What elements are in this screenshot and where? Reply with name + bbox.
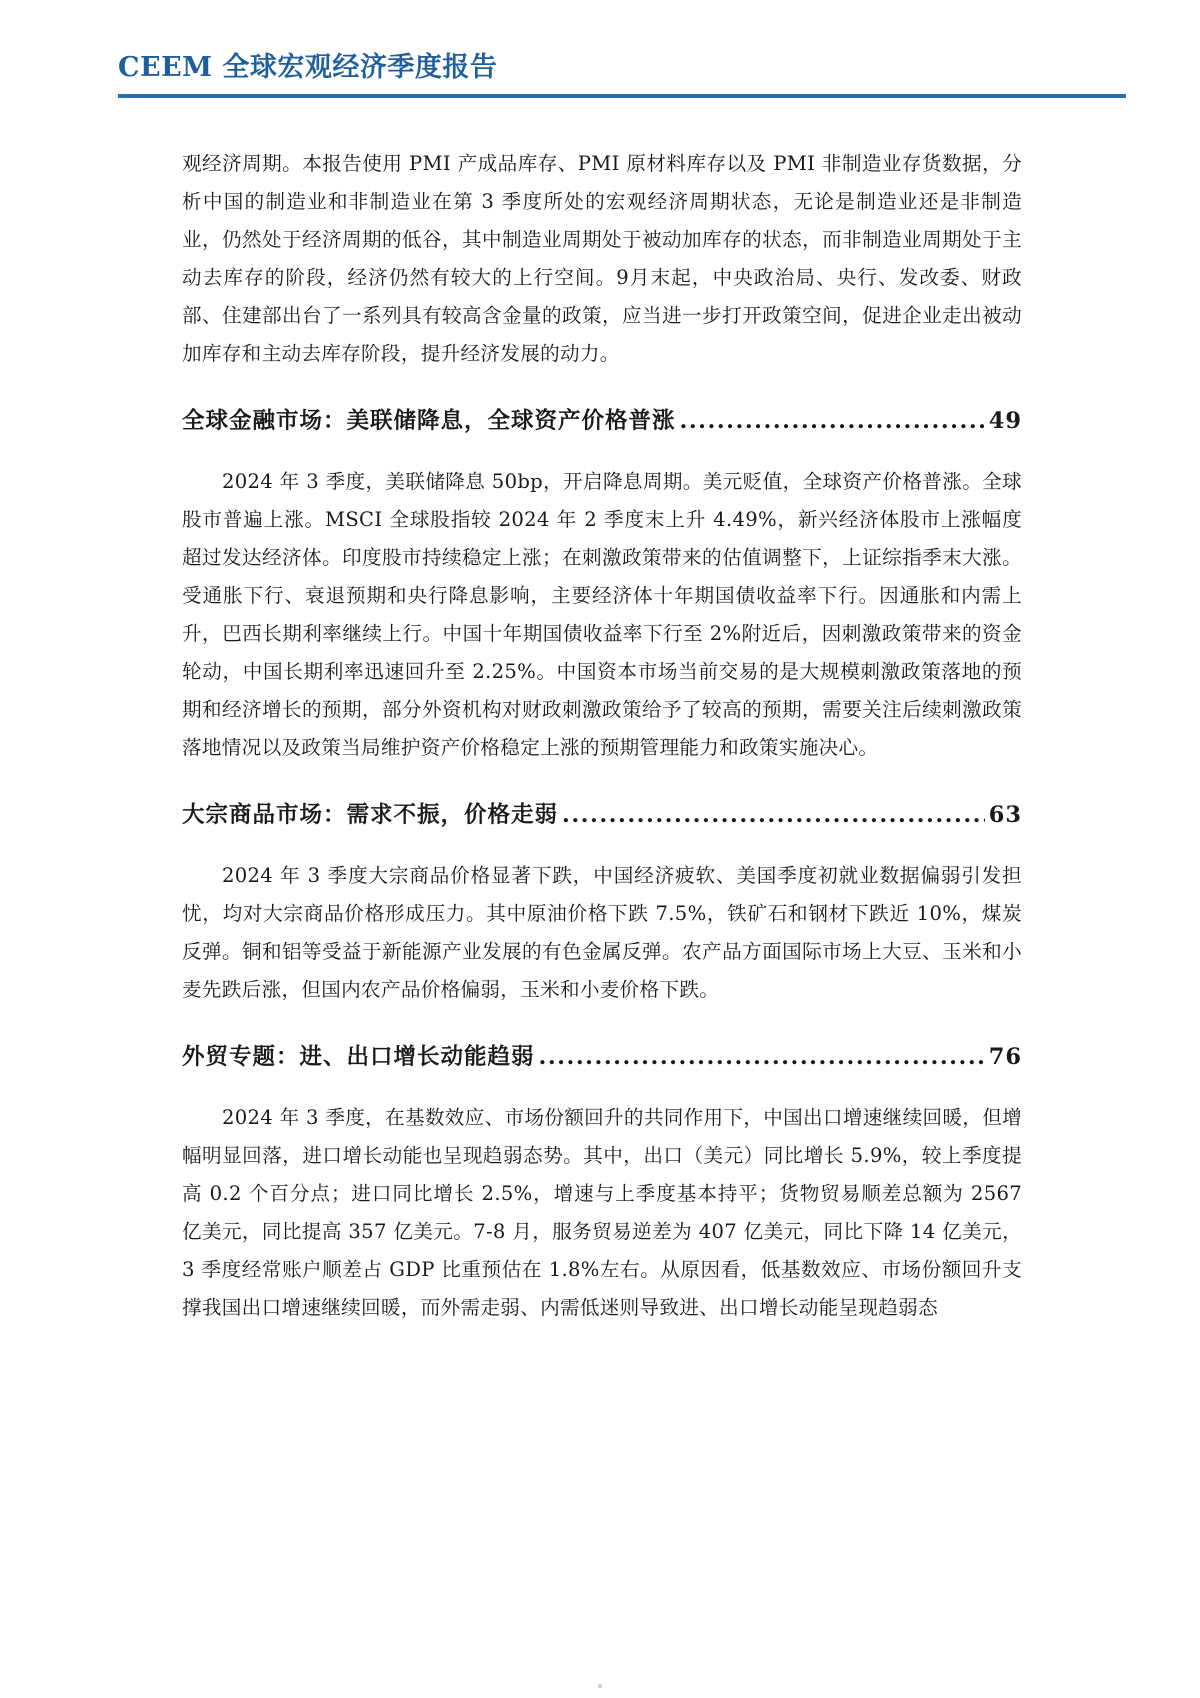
section-paragraph: 2024 年 3 季度，美联储降息 50bp，开启降息周期。美元贬值，全球资产价格普涨。全球股市普遍上涨。MSCI 全球股指较 2024 年 2 季度末上升 4.49%，新兴经济体股市上涨幅度超过发达经济体。印度股市持续稳定上涨；在刺激政策带来的估值调整下，上证综指季末大涨。受通胀下行、衰退预期和央行降息影响，主要经济体十年期国债收益率下行。因通胀和内需上升，巴西长期利率继续上行。中国十年期国债收益率下行至 2%附近后，因刺激政策带来的资金轮动，中国长期利率迅速回升至 2.25%。中国资本市场当前交易的是大规模刺激政策落地的预期和经济增长的预期，部分外资机构对财政刺激政策给予了较高的预期，需要关注后续刺激政策落地情况以及政策当局维护资产价格稳定上涨的预期管理能力和政策实施决心。	[182, 470, 1022, 759]
leader-dots	[539, 1037, 985, 1077]
section-title: 大宗商品市场：需求不振，价格走弱	[182, 802, 559, 828]
report-title: CEEM 全球宏观经济季度报告	[118, 52, 498, 83]
page-number: 76	[988, 1044, 1022, 1070]
toc-entry-foreign-trade[interactable]	[182, 1037, 1022, 1077]
header-divider	[118, 94, 1126, 98]
report-header	[118, 48, 1126, 98]
leader-dots	[680, 401, 985, 441]
section-title: 外贸专题：进、出口增长动能趋弱	[182, 1044, 535, 1070]
toc-entry-commodity-markets[interactable]	[182, 795, 1022, 835]
leader-dots	[562, 795, 985, 835]
page-indicator-dot	[598, 1684, 602, 1688]
intro-paragraph: 观经济周期。本报告使用 PMI 产成品库存、PMI 原材料库存以及 PMI 非制造业存货数据，分析中国的制造业和非制造业在第 3 季度所处的宏观经济周期状态，无论是制造业还是非制造业，仍然处于经济周期的低谷，其中制造业周期处于被动加库存的状态，而非制造业周期处于主动去库存的阶段，经济仍然有较大的上行空间。9月末起，中央政治局、央行、发改委、财政部、住建部出台了一系列具有较高含金量的政策，应当进一步打开政策空间，促进企业走出被动加库存和主动去库存阶段，提升经济发展的动力。	[182, 152, 1022, 365]
page-number: 49	[988, 408, 1022, 434]
page-content	[182, 145, 1022, 1327]
section-title: 全球金融市场：美联储降息，全球资产价格普涨	[182, 408, 676, 434]
page-number: 63	[988, 802, 1022, 828]
section-paragraph: 2024 年 3 季度，在基数效应、市场份额回升的共同作用下，中国出口增速继续回暖，但增幅明显回落，进口增长动能也呈现趋弱态势。其中，出口（美元）同比增长 5.9%，较上季度提高 0.2 个百分点；进口同比增长 2.5%，增速与上季度基本持平；货物贸易顺差总额为 2567 亿美元，同比提高 357 亿美元。7-8 月，服务贸易逆差为 407 亿美元，同比下降 14 亿美元，3 季度经常账户顺差占 GDP 比重预估在 1.8%左右。从原因看，低基数效应、市场份额回升支撑我国出口增速继续回暖，而外需走弱、内需低迷则导致进、出口增长动能呈现趋弱态	[182, 1106, 1022, 1319]
section-paragraph: 2024 年 3 季度大宗商品价格显著下跌，中国经济疲软、美国季度初就业数据偏弱引发担忧，均对大宗商品价格形成压力。其中原油价格下跌 7.5%，铁矿石和钢材下跌近 10%，煤炭反弹。铜和铝等受益于新能源产业发展的有色金属反弹。农产品方面国际市场上大豆、玉米和小麦先跌后涨，但国内农产品价格偏弱，玉米和小麦价格下跌。	[182, 864, 1022, 1001]
toc-entry-financial-markets[interactable]	[182, 401, 1022, 441]
